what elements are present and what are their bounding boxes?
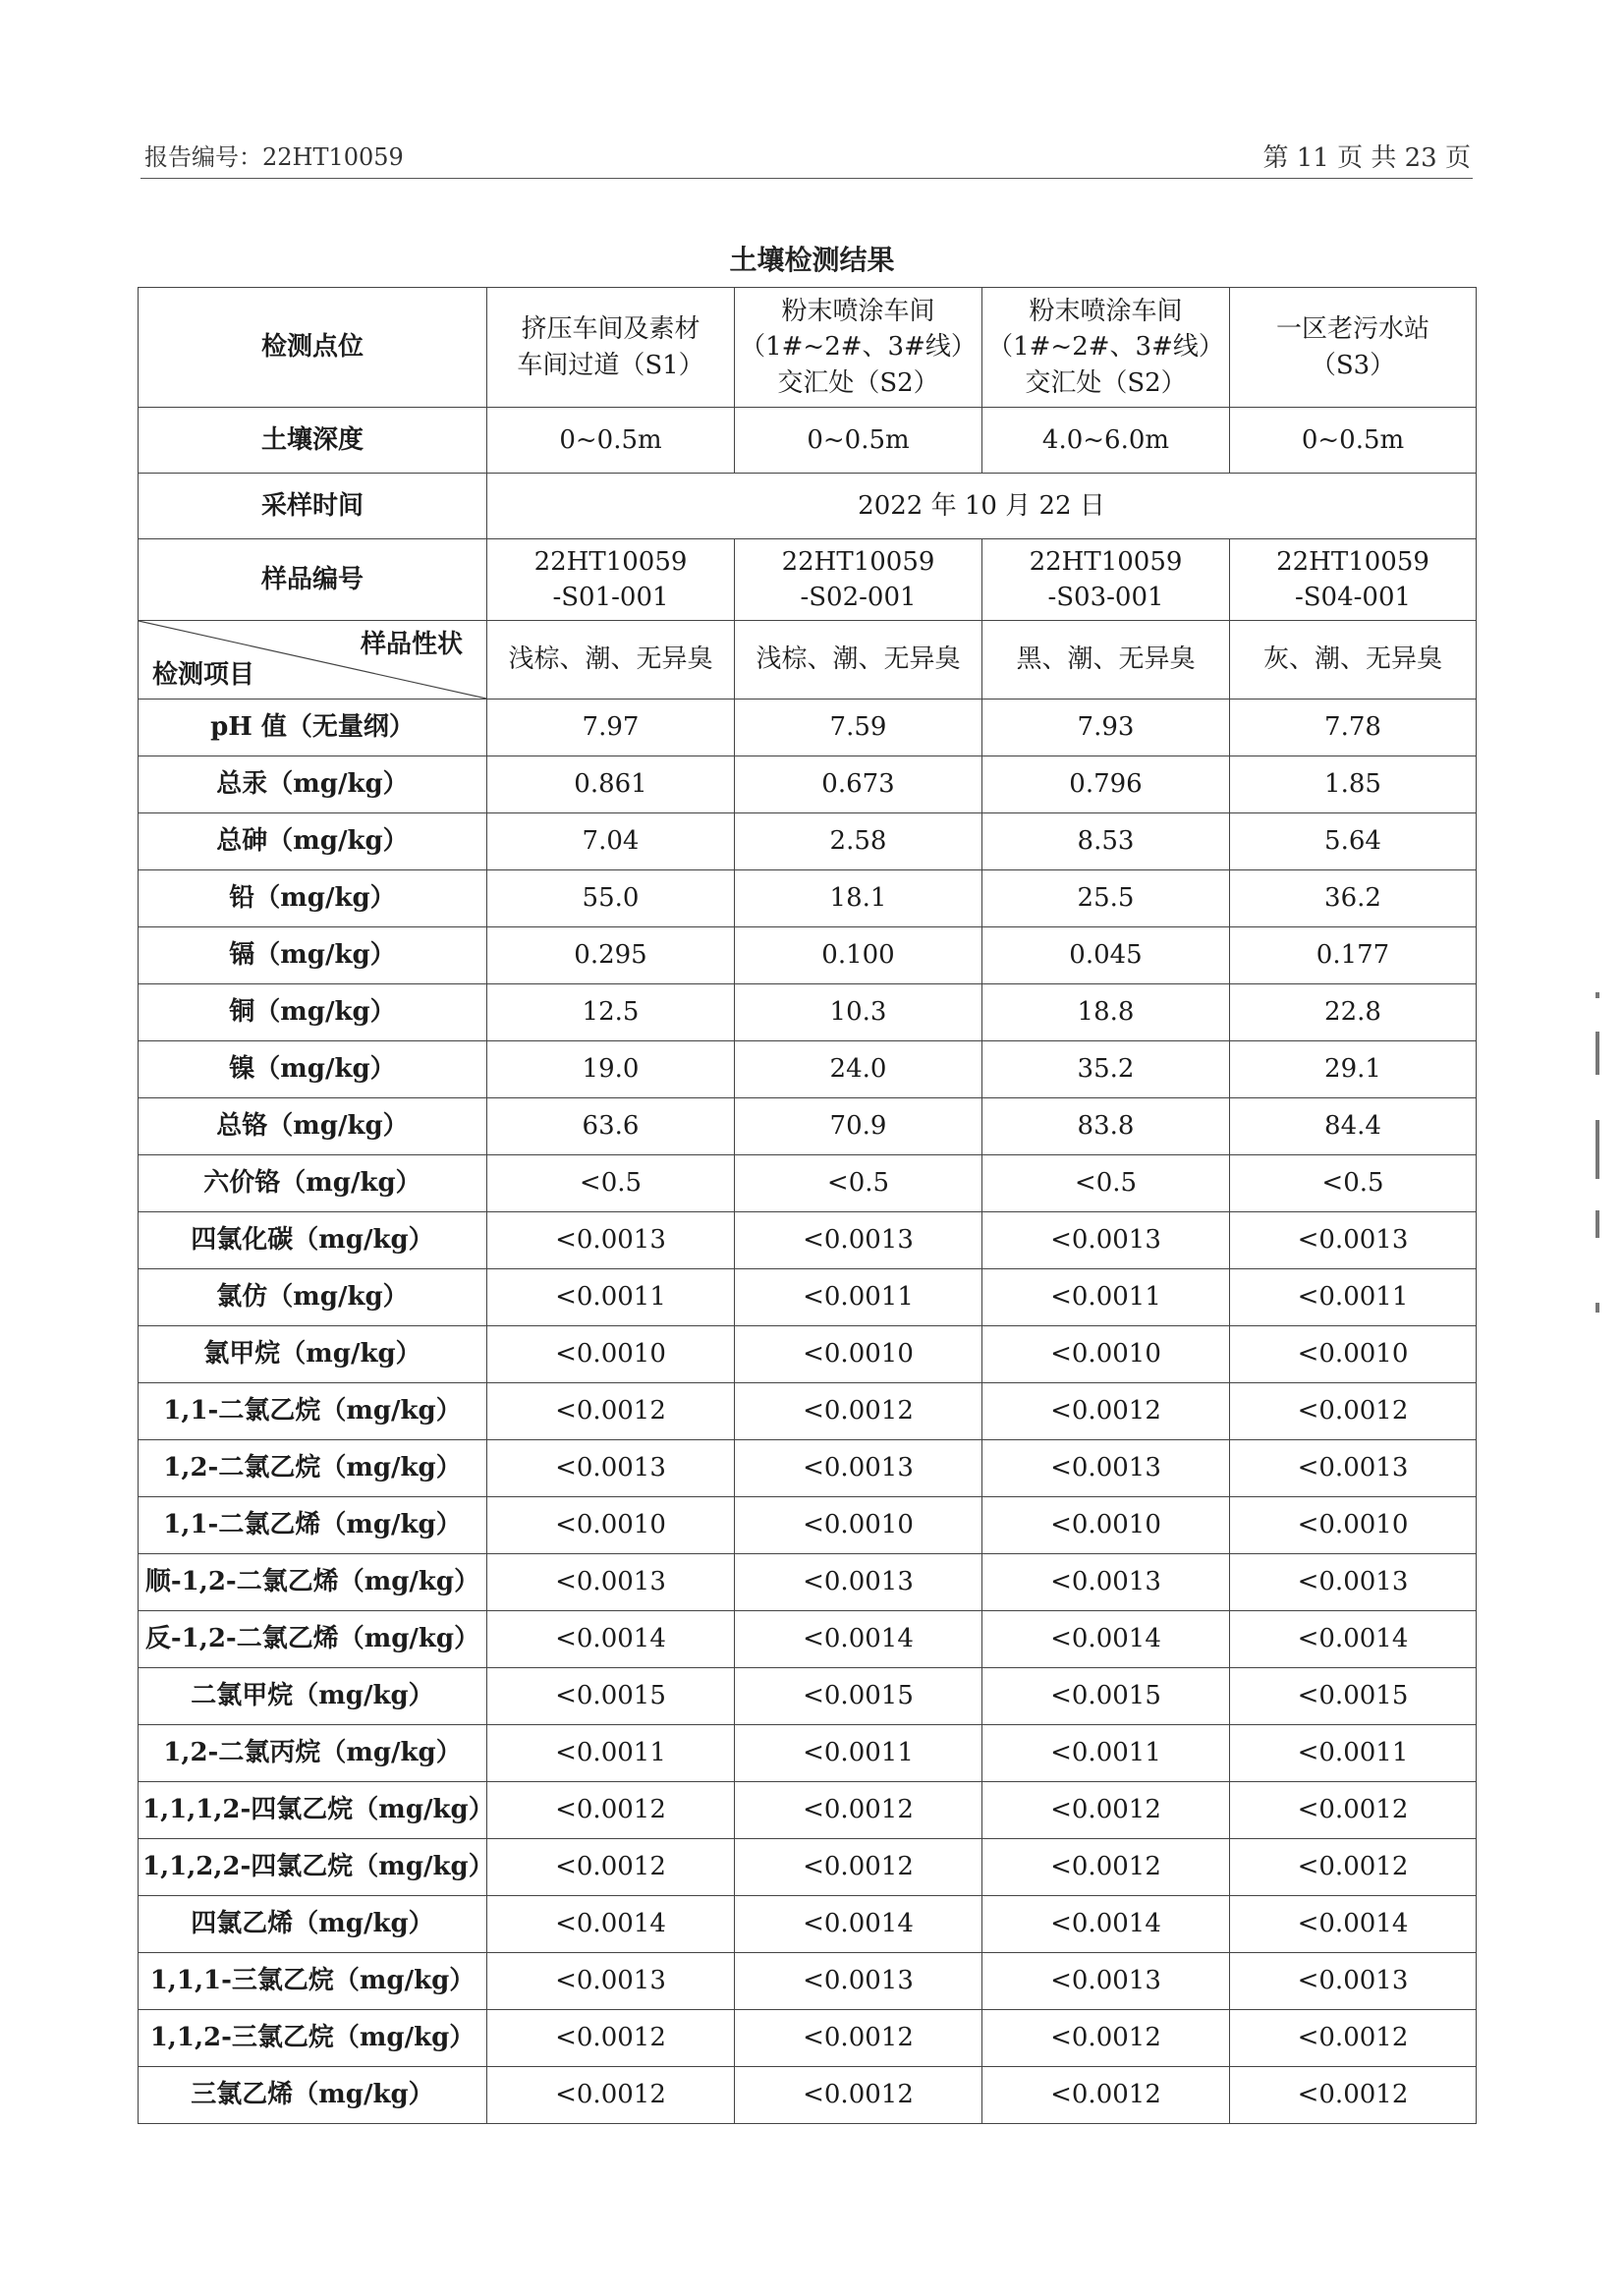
result-value: <0.0012 — [487, 1383, 735, 1440]
result-value: 19.0 — [487, 1041, 735, 1098]
item-name: 总铬（mg/kg） — [139, 1098, 487, 1155]
soil-results-table — [138, 287, 1477, 2124]
item-name: 1,2-二氯丙烷（mg/kg） — [139, 1725, 487, 1782]
result-value: <0.0013 — [735, 1953, 982, 2010]
result-value: 25.5 — [982, 870, 1230, 927]
page-indicator: 第 11 页 共 23 页 — [1262, 143, 1471, 173]
item-name: pH 值（无量纲） — [139, 700, 487, 756]
depth-cell: 0~0.5m — [487, 408, 735, 474]
result-row — [139, 1554, 1477, 1611]
result-row — [139, 2010, 1477, 2067]
result-value: <0.0015 — [735, 1668, 982, 1725]
result-value: 1.85 — [1230, 756, 1477, 813]
property-label: 样品性状 — [360, 630, 463, 659]
result-value: <0.5 — [982, 1155, 1230, 1212]
result-value: 55.0 — [487, 870, 735, 927]
result-value: 0.100 — [735, 927, 982, 984]
result-value: 0.796 — [982, 756, 1230, 813]
result-value: <0.5 — [1230, 1155, 1477, 1212]
result-value: 0.673 — [735, 756, 982, 813]
result-value: 0.177 — [1230, 927, 1477, 984]
item-name: 二氯甲烷（mg/kg） — [139, 1668, 487, 1725]
result-value: <0.0014 — [487, 1611, 735, 1668]
item-name: 1,2-二氯乙烷（mg/kg） — [139, 1440, 487, 1497]
sample-id-row — [139, 539, 1477, 621]
result-value: <0.0012 — [487, 1839, 735, 1896]
result-value: <0.0015 — [982, 1668, 1230, 1725]
depth-label: 土壤深度 — [139, 408, 487, 474]
result-row — [139, 927, 1477, 984]
result-value: <0.5 — [487, 1155, 735, 1212]
sample-id-cell: 22HT10059 -S02-001 — [735, 539, 982, 621]
item-name: 三氯乙烯（mg/kg） — [139, 2067, 487, 2124]
result-row — [139, 1212, 1477, 1269]
result-value: 70.9 — [735, 1098, 982, 1155]
report-number: 报告编号：22HT10059 — [144, 143, 404, 171]
result-row — [139, 1953, 1477, 2010]
item-name: 1,1,1-三氯乙烷（mg/kg） — [139, 1953, 487, 2010]
result-value: 7.59 — [735, 700, 982, 756]
diagonal-header-cell — [139, 621, 487, 700]
depth-cell: 0~0.5m — [1230, 408, 1477, 474]
item-name: 1,1,2-三氯乙烷（mg/kg） — [139, 2010, 487, 2067]
site-cell: 一区老污水站 （S3） — [1230, 288, 1477, 408]
header-rule — [140, 178, 1473, 179]
result-value: <0.0012 — [1230, 1383, 1477, 1440]
result-value: 0.295 — [487, 927, 735, 984]
sample-id-cell: 22HT10059 -S03-001 — [982, 539, 1230, 621]
sample-id-cell: 22HT10059 -S01-001 — [487, 539, 735, 621]
result-value: <0.0010 — [1230, 1326, 1477, 1383]
scan-edge-marks — [1592, 992, 1605, 1326]
item-name: 四氯化碳（mg/kg） — [139, 1212, 487, 1269]
result-row — [139, 870, 1477, 927]
result-value: <0.0012 — [487, 2010, 735, 2067]
result-row — [139, 1383, 1477, 1440]
result-value: <0.0013 — [487, 1554, 735, 1611]
item-label: 检测项目 — [152, 659, 255, 690]
result-value: <0.0012 — [487, 1782, 735, 1839]
result-value: 36.2 — [1230, 870, 1477, 927]
result-row — [139, 813, 1477, 870]
result-value: <0.0012 — [735, 2067, 982, 2124]
sampling-time-row — [139, 474, 1477, 539]
item-name: 1,1-二氯乙烯（mg/kg） — [139, 1497, 487, 1554]
result-value: <0.0012 — [982, 2067, 1230, 2124]
site-label: 检测点位 — [139, 288, 487, 408]
result-value: 12.5 — [487, 984, 735, 1041]
result-value: <0.0011 — [487, 1725, 735, 1782]
result-value: <0.0010 — [735, 1497, 982, 1554]
result-value: <0.0011 — [487, 1269, 735, 1326]
result-value: 35.2 — [982, 1041, 1230, 1098]
result-value: <0.0013 — [1230, 1953, 1477, 2010]
result-value: <0.0012 — [1230, 1782, 1477, 1839]
result-value: 7.97 — [487, 700, 735, 756]
result-row — [139, 1440, 1477, 1497]
result-value: 24.0 — [735, 1041, 982, 1098]
result-value: <0.0012 — [735, 1839, 982, 1896]
result-value: 7.93 — [982, 700, 1230, 756]
result-value: <0.0014 — [982, 1896, 1230, 1953]
result-value: 83.8 — [982, 1098, 1230, 1155]
property-row — [139, 621, 1477, 700]
result-row — [139, 1269, 1477, 1326]
result-value: <0.0012 — [982, 1782, 1230, 1839]
result-value: <0.0012 — [735, 2010, 982, 2067]
sample-id-label: 样品编号 — [139, 539, 487, 621]
result-row — [139, 700, 1477, 756]
item-name: 1,1-二氯乙烷（mg/kg） — [139, 1383, 487, 1440]
result-value: <0.0015 — [487, 1668, 735, 1725]
sampling-date: 2022 年 10 月 22 日 — [487, 474, 1477, 539]
result-value: <0.0013 — [487, 1953, 735, 2010]
result-value: <0.0012 — [982, 2010, 1230, 2067]
result-value: <0.0014 — [735, 1896, 982, 1953]
result-row — [139, 1497, 1477, 1554]
result-row — [139, 1839, 1477, 1896]
result-row — [139, 1155, 1477, 1212]
property-cell: 浅棕、潮、无异臭 — [487, 621, 735, 700]
item-name: 顺-1,2-二氯乙烯（mg/kg） — [139, 1554, 487, 1611]
result-value: <0.0014 — [982, 1611, 1230, 1668]
result-value: 7.04 — [487, 813, 735, 870]
result-value: <0.0010 — [1230, 1497, 1477, 1554]
site-row — [139, 288, 1477, 408]
table-title: 土壤检测结果 — [729, 244, 895, 276]
item-name: 反-1,2-二氯乙烯（mg/kg） — [139, 1611, 487, 1668]
result-row — [139, 1782, 1477, 1839]
result-row — [139, 2067, 1477, 2124]
site-cell: 粉末喷涂车间 （1#~2#、3#线） 交汇处（S2） — [982, 288, 1230, 408]
result-row — [139, 1098, 1477, 1155]
item-name: 铜（mg/kg） — [139, 984, 487, 1041]
result-row — [139, 1611, 1477, 1668]
result-value: <0.0011 — [1230, 1725, 1477, 1782]
result-value: <0.0013 — [1230, 1212, 1477, 1269]
result-value: <0.0013 — [735, 1440, 982, 1497]
site-cell: 挤压车间及素材 车间过道（S1） — [487, 288, 735, 408]
result-value: <0.0011 — [735, 1725, 982, 1782]
result-value: <0.0013 — [982, 1953, 1230, 2010]
result-value: 18.1 — [735, 870, 982, 927]
result-value: <0.0010 — [982, 1497, 1230, 1554]
site-cell: 粉末喷涂车间 （1#~2#、3#线） 交汇处（S2） — [735, 288, 982, 408]
item-name: 总汞（mg/kg） — [139, 756, 487, 813]
result-row — [139, 1041, 1477, 1098]
result-value: <0.0012 — [982, 1839, 1230, 1896]
item-name: 铅（mg/kg） — [139, 870, 487, 927]
result-value: <0.0015 — [1230, 1668, 1477, 1725]
result-value: <0.0010 — [735, 1326, 982, 1383]
result-value: <0.0014 — [487, 1896, 735, 1953]
property-cell: 黑、潮、无异臭 — [982, 621, 1230, 700]
item-name: 镉（mg/kg） — [139, 927, 487, 984]
result-value: <0.0012 — [735, 1383, 982, 1440]
result-value: 7.78 — [1230, 700, 1477, 756]
result-value: <0.0013 — [982, 1440, 1230, 1497]
result-value: <0.5 — [735, 1155, 982, 1212]
result-value: <0.0013 — [982, 1554, 1230, 1611]
result-value: 10.3 — [735, 984, 982, 1041]
sample-id-cell: 22HT10059 -S04-001 — [1230, 539, 1477, 621]
item-name: 1,1,1,2-四氯乙烷（mg/kg） — [139, 1782, 487, 1839]
property-cell: 浅棕、潮、无异臭 — [735, 621, 982, 700]
result-value: <0.0012 — [487, 2067, 735, 2124]
item-name: 总砷（mg/kg） — [139, 813, 487, 870]
result-value: 29.1 — [1230, 1041, 1477, 1098]
item-name: 六价铬（mg/kg） — [139, 1155, 487, 1212]
result-row — [139, 984, 1477, 1041]
result-value: <0.0014 — [1230, 1896, 1477, 1953]
result-value: <0.0012 — [735, 1782, 982, 1839]
result-row — [139, 1326, 1477, 1383]
result-value: <0.0013 — [735, 1554, 982, 1611]
result-value: <0.0013 — [735, 1212, 982, 1269]
result-value: <0.0012 — [1230, 1839, 1477, 1896]
result-value: <0.0010 — [982, 1326, 1230, 1383]
result-value: 18.8 — [982, 984, 1230, 1041]
result-row — [139, 1668, 1477, 1725]
result-value: <0.0011 — [982, 1725, 1230, 1782]
result-value: <0.0011 — [982, 1269, 1230, 1326]
depth-cell: 4.0~6.0m — [982, 408, 1230, 474]
item-name: 氯甲烷（mg/kg） — [139, 1326, 487, 1383]
result-row — [139, 1725, 1477, 1782]
result-value: 63.6 — [487, 1098, 735, 1155]
result-value: <0.0011 — [1230, 1269, 1477, 1326]
property-cell: 灰、潮、无异臭 — [1230, 621, 1477, 700]
result-row — [139, 1896, 1477, 1953]
result-value: <0.0010 — [487, 1326, 735, 1383]
result-value: 2.58 — [735, 813, 982, 870]
item-name: 1,1,2,2-四氯乙烷（mg/kg） — [139, 1839, 487, 1896]
result-value: <0.0010 — [487, 1497, 735, 1554]
item-name: 氯仿（mg/kg） — [139, 1269, 487, 1326]
result-value: <0.0012 — [982, 1383, 1230, 1440]
result-value: <0.0014 — [735, 1611, 982, 1668]
result-value: 84.4 — [1230, 1098, 1477, 1155]
item-name: 镍（mg/kg） — [139, 1041, 487, 1098]
result-value: 0.045 — [982, 927, 1230, 984]
result-value: <0.0013 — [982, 1212, 1230, 1269]
result-value: 0.861 — [487, 756, 735, 813]
result-value: <0.0011 — [735, 1269, 982, 1326]
result-value: <0.0013 — [1230, 1554, 1477, 1611]
depth-row — [139, 408, 1477, 474]
sampling-time-label: 采样时间 — [139, 474, 487, 539]
result-value: <0.0012 — [1230, 2067, 1477, 2124]
result-value: <0.0012 — [1230, 2010, 1477, 2067]
result-value: <0.0013 — [1230, 1440, 1477, 1497]
result-value: <0.0013 — [487, 1440, 735, 1497]
result-value: 5.64 — [1230, 813, 1477, 870]
result-value: 8.53 — [982, 813, 1230, 870]
result-value: 22.8 — [1230, 984, 1477, 1041]
result-row — [139, 756, 1477, 813]
depth-cell: 0~0.5m — [735, 408, 982, 474]
result-value: <0.0013 — [487, 1212, 735, 1269]
result-value: <0.0014 — [1230, 1611, 1477, 1668]
item-name: 四氯乙烯（mg/kg） — [139, 1896, 487, 1953]
